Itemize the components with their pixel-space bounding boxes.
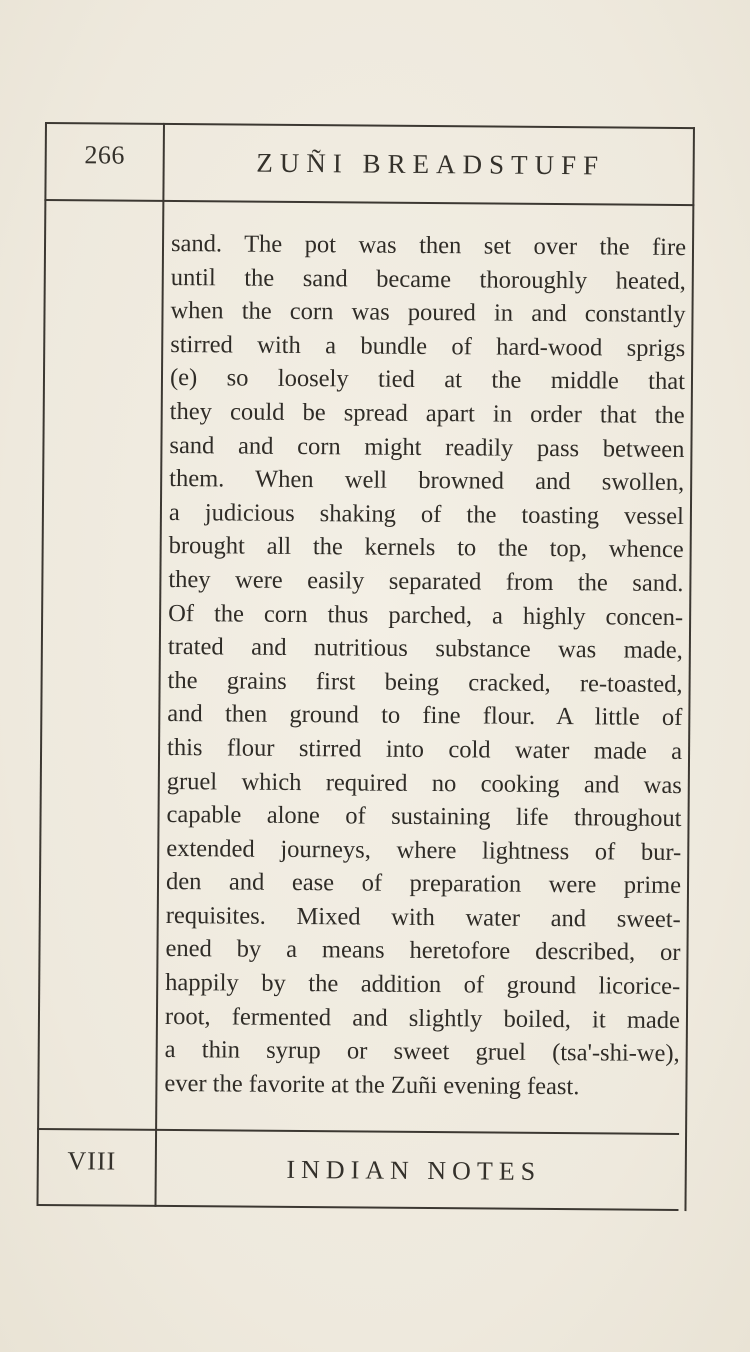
body-line: ever the favorite at the Zuñi evening feast. xyxy=(164,1069,580,1101)
body-line: them. When well browned and swollen, xyxy=(169,465,685,497)
series-title: INDIAN NOTES xyxy=(286,1154,542,1186)
body-line: brought all the kernels to the top, whence xyxy=(168,532,684,564)
body-line: sand. The pot was then set over the fire xyxy=(170,229,687,262)
body-text xyxy=(164,227,686,1104)
body-line: requisites. Mixed with water and sweet- xyxy=(165,901,681,933)
body-line: sand and corn might readily pass between xyxy=(169,431,685,463)
body-line: when the corn was poured in and constantly xyxy=(170,297,686,329)
body-line: root, fermented and slightly boiled, it made xyxy=(164,1002,681,1034)
page-frame xyxy=(36,122,695,1213)
frame-right-rule xyxy=(684,127,695,1211)
frame-top-rule xyxy=(45,122,695,129)
body-line: a judicious shaking of the toasting vessel xyxy=(168,498,685,530)
volume-number: VIII xyxy=(67,1146,117,1176)
body-line: this flour stirred into cold water made a xyxy=(166,733,683,765)
header-rule xyxy=(44,199,694,206)
body-line: they could be spread apart in order that the xyxy=(169,397,685,430)
body-line: extended journeys, where lightness of bur- xyxy=(166,834,682,866)
body-line: stirred with a bundle of hard-wood sprigs xyxy=(170,330,686,362)
frame-bottom-rule xyxy=(36,1204,678,1211)
footer-rule xyxy=(37,1128,679,1135)
body-line: they were easily separated from the sand. xyxy=(168,565,684,597)
body-line: gruel which required no cooking and was xyxy=(166,767,682,799)
body-line: Of the corn thus parched, a highly concen- xyxy=(168,599,684,631)
body-line: capable alone of sustaining life throughout xyxy=(166,801,682,833)
body-line: the grains first being cracked, re-toasted, xyxy=(167,666,683,698)
body-line: until the sand became thoroughly heated, xyxy=(170,263,686,295)
body-line: and then ground to fine flour. A little of xyxy=(167,700,683,732)
body-line: happily by the addition of ground licorice- xyxy=(165,969,681,1001)
frame-left-rule xyxy=(36,122,47,1206)
body-line: (e) so loosely tied at the middle that xyxy=(169,364,686,396)
page-number: 266 xyxy=(84,140,126,170)
body-line: ened by a means heretofore described, or xyxy=(165,935,681,967)
body-line: trated and nutritious substance was made, xyxy=(167,633,683,665)
running-head: ZUÑI BREADSTUFF xyxy=(256,147,606,181)
body-line: den and ease of preparation were prime xyxy=(165,868,682,900)
body-line: a thin syrup or sweet gruel (tsa'-shi-we), xyxy=(164,1036,680,1068)
column-divider xyxy=(154,123,165,1207)
